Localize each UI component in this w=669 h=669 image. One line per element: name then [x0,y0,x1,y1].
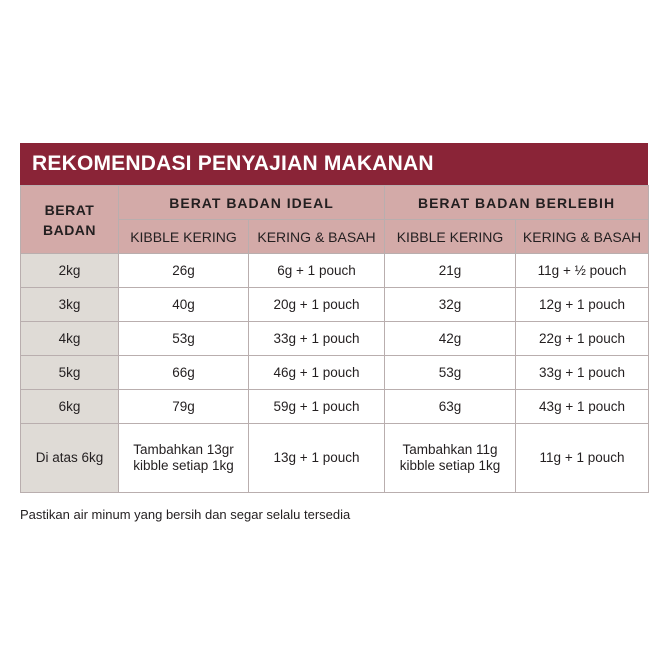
table-row [21,322,649,356]
table-row [21,254,649,288]
over-kibble-cell: 53g [385,356,516,390]
over-kibble-text: Tambahkan 11g kibble setiap 1kg [399,442,501,473]
ideal-mix-cell: 46g + 1 pouch [249,356,385,390]
ideal-kibble-cell: 26g [119,254,249,288]
ideal-kibble-header: KIBBLE KERING [119,220,249,254]
over-mix-header: KERING & BASAH [516,220,649,254]
footer-note: Pastikan air minum yang bersih dan segar selalu tersedia [20,507,351,522]
weight-column-header-label: BERAT BADAN [42,201,97,238]
table-row [21,288,649,322]
over-kibble-cell: 21g [385,254,516,288]
over-mix-cell: 22g + 1 pouch [516,322,649,356]
ideal-mix-cell: 59g + 1 pouch [249,390,385,424]
over-mix-cell: 12g + 1 pouch [516,288,649,322]
ideal-mix-cell: 33g + 1 pouch [249,322,385,356]
over-mix-cell: 33g + 1 pouch [516,356,649,390]
weight-cell: 6kg [21,390,119,424]
table-row [21,424,649,493]
ideal-kibble-cell: 53g [119,322,249,356]
weight-cell: 5kg [21,356,119,390]
weight-cell: Di atas 6kg [21,424,119,493]
over-kibble-cell [385,424,516,493]
weight-cell: 3kg [21,288,119,322]
ideal-kibble-cell [119,424,249,493]
over-kibble-cell: 32g [385,288,516,322]
table-row [21,356,649,390]
table-title: REKOMENDASI PENYAJIAN MAKANAN [20,143,648,185]
feeding-table [20,185,649,493]
ideal-weight-header: BERAT BADAN IDEAL [119,186,385,220]
ideal-kibble-cell: 66g [119,356,249,390]
over-kibble-cell: 63g [385,390,516,424]
over-mix-cell: 11g + 1 pouch [516,424,649,493]
ideal-mix-header: KERING & BASAH [249,220,385,254]
ideal-kibble-text: Tambahkan 13gr kibble setiap 1kg [133,442,234,473]
ideal-kibble-cell: 40g [119,288,249,322]
table-row [21,390,649,424]
weight-cell: 2kg [21,254,119,288]
weight-column-header [21,186,119,254]
ideal-mix-cell: 20g + 1 pouch [249,288,385,322]
weight-cell: 4kg [21,322,119,356]
overweight-header: BERAT BADAN BERLEBIH [385,186,649,220]
feeding-table-card [20,143,648,493]
over-kibble-cell: 42g [385,322,516,356]
ideal-mix-cell: 6g + 1 pouch [249,254,385,288]
over-mix-cell: 11g + ½ pouch [516,254,649,288]
over-kibble-header: KIBBLE KERING [385,220,516,254]
ideal-kibble-cell: 79g [119,390,249,424]
ideal-mix-cell: 13g + 1 pouch [249,424,385,493]
over-mix-cell: 43g + 1 pouch [516,390,649,424]
